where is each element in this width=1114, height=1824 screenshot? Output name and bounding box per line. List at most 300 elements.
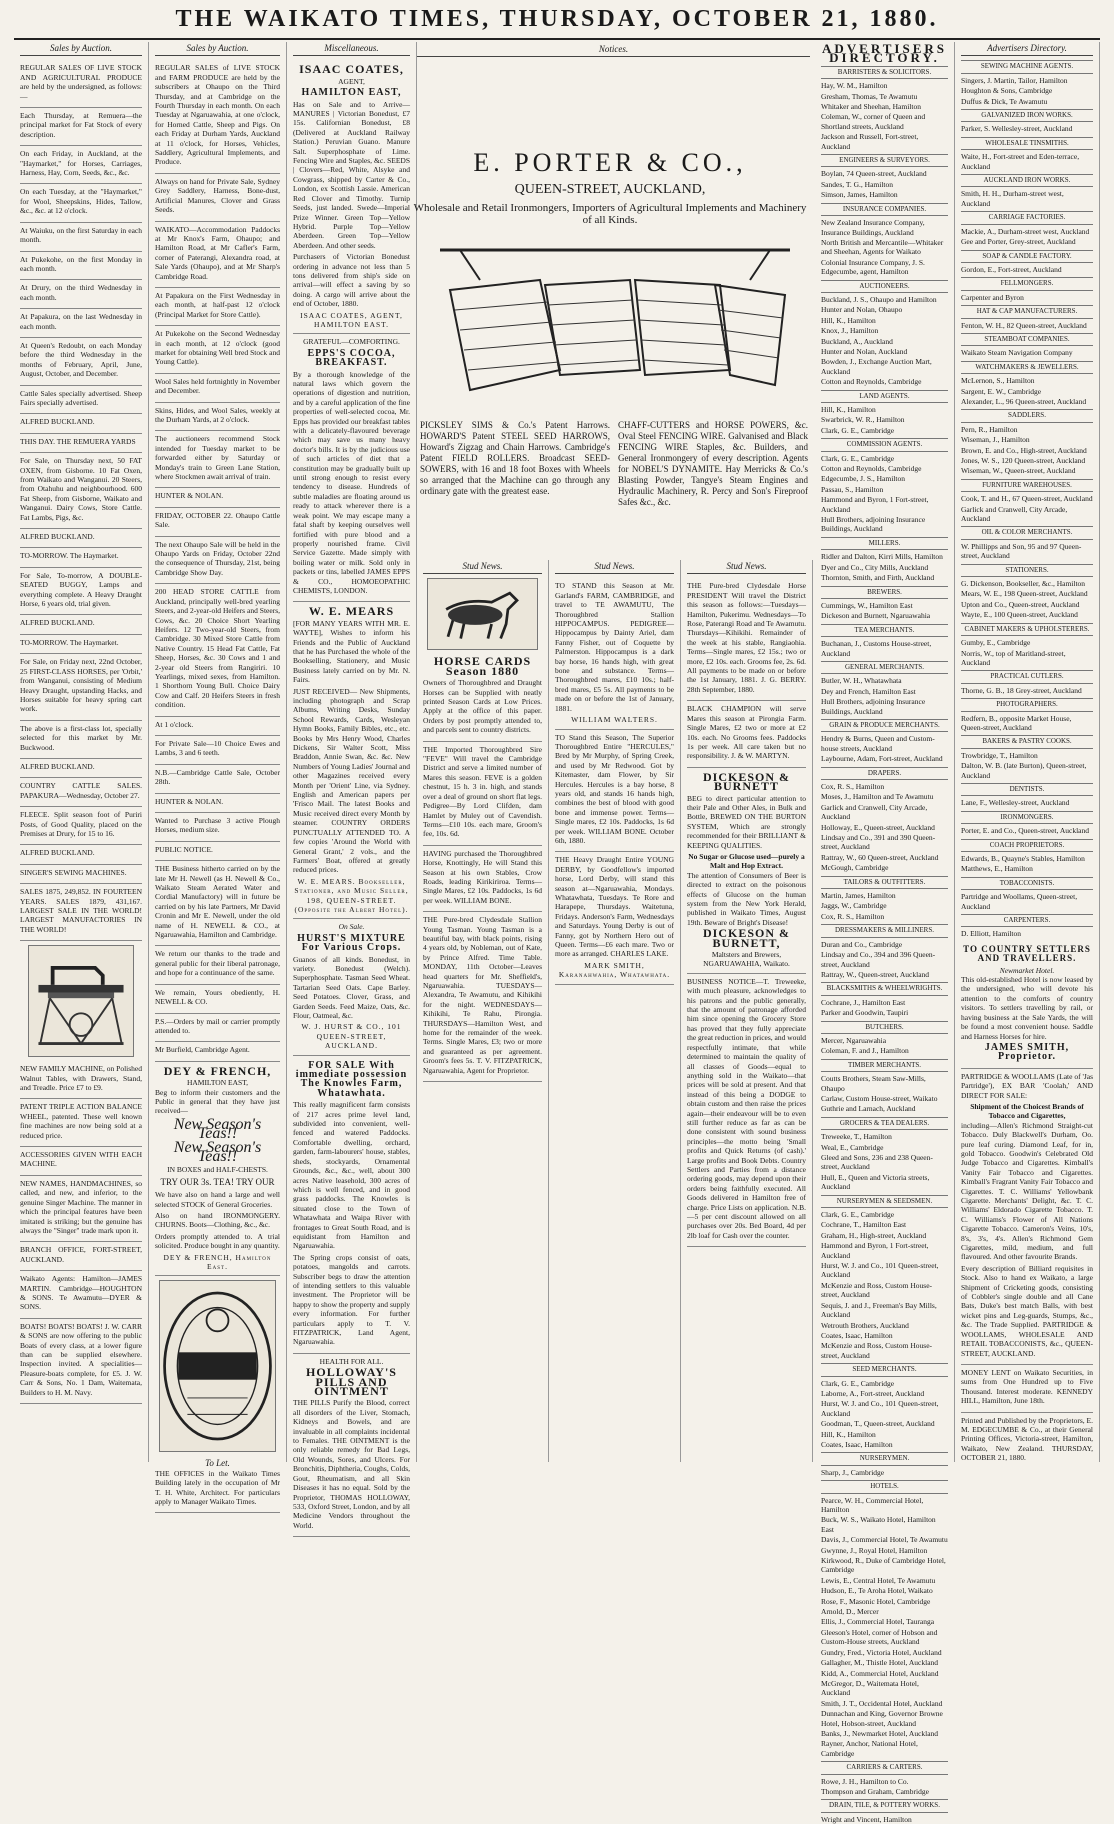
directory-col-1 — [815, 41, 955, 1824]
directory-entry: Gee and Porter, Grey-street, Auckland — [961, 237, 1076, 247]
directory-section-heading: SEWING MACHINE AGENTS. — [961, 60, 1093, 73]
stud-head-1: Stud News. — [423, 562, 542, 574]
auction-notice-text: THE Business hitherto carried on by the late Mr H. Newell (as H. Newell & Co., Waikato Steam Aerated Water and Cordial Manufactory) will in future be carried on by his late Partners, Mr David Cronin and Mr E. Newell, under the old name of H. NEWELL & CO., at Ngaruawahia, Hamilton and Cambridge. — [155, 864, 280, 940]
directory-entry: Fenton, W. H., 82 Queen-street, Auckland — [961, 320, 1087, 330]
singer-notice — [20, 1176, 142, 1242]
directory-section-heading: FELLMONGERS. — [961, 277, 1093, 290]
singer-notice-text: BOATS! BOATS! BOATS! J. W. CARR & SONS are now offering to the public Boats of every class, at a lower figure than can be supplied elsewhere. Inspection invited. A specialities—Pleasure-boats complete, for £5. J. W. Carr & Sons, No. 1 Dam, Waitemata, Builders to H. M. Navy. — [20, 1321, 142, 1397]
auction-notice — [155, 488, 280, 507]
column-2 — [149, 42, 287, 1507]
auction-notice — [155, 717, 280, 736]
directory-entry: Clark, G. E., Cambridge — [821, 1378, 895, 1388]
auction-notice — [155, 765, 280, 794]
harrow-illustration — [430, 230, 800, 410]
directory-entry: Clark, G. E., Cambridge — [821, 453, 895, 463]
auction-notice-text: For Sale, on Thursday next, 50 FAT OXEN, from Gisborne. 10 Fat Oxen, from Waikato and Wanganui. 20 Steers, from Otahuhu and neighbourhood. 600 Fat Sheep, from Gisborne, Waikato and Wanganui. Dairy Cows, Store Cattle. Fat Lambs, Pigs, &c. — [20, 456, 142, 522]
directory-entry: Alexander, L., 96 Queen-street, Auckland — [961, 396, 1087, 406]
auction-notice-text: Wool Sales held fortnightly in November and December. — [155, 376, 280, 396]
directory-entry: Weal, E., Cambridge — [821, 1142, 884, 1152]
auction-notice-text: At Papakura on the First Wednesday in each month, at half-past 12 o'clock (Principal Market for Store Cattle). — [155, 290, 280, 319]
column-1 — [14, 42, 149, 1462]
directory-entry: Lindsay and Co., 391 and 390 Queen-street, Auckland — [821, 833, 936, 852]
auction-notice — [20, 108, 142, 146]
stud-col-1 — [417, 560, 549, 1462]
directory-entry: Gleed and Sons, 236 and 238 Queen-street, Auckland — [821, 1153, 933, 1172]
auction-notice — [20, 529, 142, 548]
directory-entry: Duffus & Dick, Te Awamutu — [961, 96, 1048, 106]
treweeke-ad — [687, 974, 806, 1247]
directory-entry: Gundry, Fred., Victoria Hotel, Auckland — [821, 1647, 942, 1657]
settlers-sub: Newmarket Hotel. — [999, 965, 1055, 975]
directory-entry: Singers, J. Martin, Tailor, Hamilton — [961, 75, 1068, 85]
notices-area — [417, 42, 810, 61]
directory-entry: Porter, E. and Co., Queen-street, Auckland — [961, 826, 1089, 836]
directory-entry: Ellis, J., Commercial Hotel, Tauranga — [821, 1617, 935, 1627]
knowles-text: This really magnificent farm consists of 217 acres prime level land, subdivided into convenient, well-fenced and watered Paddocks. Comfortable dwelling, orchard, garden, farm-labourers' house, stables, sheds, stockyards, Ornamental Grounds, &c., &c., well, about 300 acres Native leasehold, 300 acres of which is well fenced, and in good grass paddocks. The Knowles is situated close to the Town of Whatawhata and Waipa River with frontages to Great South Road, and is equidistant from Hamilton and Ngaruawahia. — [293, 1100, 410, 1251]
directory-entry: Redfern, B., opposite Market House, Queen-street, Auckland — [961, 713, 1072, 732]
directory-entry: Sargent, E. W., Cambridge — [961, 386, 1042, 396]
auction-notice-text: On each Tuesday, at the "Haymarket," for Wool, Sheepskins, Hides, Tallow, &c., &c. at 12 o'clock. — [20, 187, 142, 216]
directory-entry: Hull Brothers, adjoining Insurance Buildings, Auckland — [821, 697, 926, 716]
auction-notice-text: SALES 1875, 249,852. IN FOURTEEN YEARS. SALES 1879, 431,167. LARGEST SALE IN THE WORLD! LARGEST MANUFACTORIES IN THE WORLD! — [20, 887, 142, 934]
smith-sig: JAMES SMITH, Proprietor. — [984, 1041, 1070, 1063]
auction-notice-text: The auctioneers recommend Stock intended for Tuesday market to be forwarded either by Saturday or Monday's train to Green Lane Station, where Stockmen await arrival of train. — [155, 434, 280, 482]
tolet-head: To Let. — [205, 1458, 230, 1469]
directory-section-heading: WATCHMAKERS & JEWELLERS. — [961, 361, 1093, 374]
feve-text: THE Imported Thoroughbred Sire "FEVE" Will travel the Cambridge District and serve a limited number of Mares this season. FEVE is a golden chestnut, 15 h. 3 in. high, and stands over a deal of ground on short flat legs. Pedigree—By Lord Clifden, dam Hamlet by Muley out of Cavendish. Terms—£10 10s. each mare, Groom's fee, 10s. 6d. — [423, 744, 542, 839]
dey-try: TRY OUR 3s. TEA! TRY OUR — [160, 1176, 275, 1187]
coates-agent: AGENT, — [338, 76, 365, 86]
coates-note: Purchasers of Victorian Bonedust ordering in advance not less than 5 tons delivered from ship's side on arrival—will effect a saving by so doing. A cargo will arrive about the end of October, 1880. — [293, 252, 410, 309]
porter-left-list — [420, 420, 610, 497]
tasman-ad — [423, 912, 542, 1082]
directory-section-heading: NURSERYMEN & SEEDSMEN. — [821, 1195, 948, 1208]
singer-notice — [20, 1147, 142, 1176]
coates-name: ISAAC COATES, — [299, 62, 404, 77]
auction-notice-text: Mr Burfield, Cambridge Agent. — [155, 1045, 250, 1055]
directory-entry: Wright and Vincent, Hamilton — [821, 1814, 912, 1824]
auction-notice-text: Cattle Sales specially advertised. Sheep Fairs specially advertised. — [20, 388, 142, 407]
directory-entry: Gresham, Thomas, Te Awamutu — [821, 91, 918, 101]
auction-notice-text: P.S.—Orders by mail or carrier promptly attended to. — [155, 1016, 280, 1035]
auction-notice-text: At Waiuku, on the first Saturday in each month. — [20, 225, 142, 245]
auction-notice-text: For Private Sale—10 Choice Ewes and Lambs, 3 and 6 teeth. — [155, 738, 280, 758]
directory-entry: Brown, E. and Co., High-street, Auckland — [961, 445, 1087, 455]
directory-list-2 — [961, 60, 1093, 938]
directory-entry: Jackson and Russell, Fort-street, Auckland — [821, 132, 919, 151]
hercules-text: TO Stand this Season, The Superior Thoroughbred Entire "HERCULES," Bred by Mr Murphy, of Spring Creek, and used by Mr Redwood. Got by Kitemaster, dam Flower, by Sir Hercules. Hercules is a bay horse, 8 years old, and stands 16 hands high, combines the best of blood with good bone and immense power. Terms—Single mares, £2 10s. Paddocks, 1s 6d per week. WILLIAM BONE. October 6th, 1880. — [555, 732, 674, 845]
auction-notice-text: REGULAR SALES OF LIVE STOCK AND AGRICULTURAL PRODUCE are held by the undersigned, as follows:— — [20, 63, 142, 101]
auction-notice — [20, 548, 142, 567]
directory-entry: Holloway, E., Queen-street, Auckland — [821, 822, 935, 832]
directory-entry: Sequis, J. and J., Freeman's Bay Mills, Auckland — [821, 1300, 937, 1320]
directory-entry: Thompson and Graham, Cambridge — [821, 1786, 929, 1796]
directory-entry: Hudson, E., Te Aroha Hotel, Waikato — [821, 1586, 933, 1596]
directory-entry: Hay, W. M., Hamilton — [821, 81, 888, 91]
directory-entry: Cox, R. S., Hamilton — [821, 911, 885, 921]
directory-entry: Rattray, W., 60 Queen-street, Auckland — [821, 852, 939, 862]
coates-sig: ISAAC COATES, AGENT, HAMILTON EAST. — [300, 310, 403, 329]
porter-right: CHAFF-CUTTERS and HORSE POWERS, &c. Oval Steel FENCING WIRE. Galvanised and Black FENCING WIRE Staples, &c. Builders, and General Ironmongery of every description. Agents for NOBEL'S DYNAMITE. Hay Merricks & Co.'s Blasting Powder, Tangye's Steam Engines and Hydraulic Machinery, R. Percy and Son's Fireproof Safes &c., &c. — [618, 420, 808, 507]
auction-notice — [155, 60, 280, 173]
directory-entry: Partridge and Woollams, Queen-street, Auckland — [961, 892, 1078, 911]
dey-sig: DEY & FRENCH, Hamilton East. — [163, 1252, 272, 1272]
auction-notice-text: The next Ohaupo Sale will be held in the Ohaupo Yards on Friday, October 22nd the consequence of Thursday, 21st, being Cambridge Show Day. — [155, 539, 280, 577]
directory-entry: Parker, S. Wellesley-street, Auckland — [961, 124, 1073, 134]
stud-col-2 — [549, 560, 681, 1462]
directory-entry: Colonial Insurance Company, J. S. Edgecumbe, agent, Hamilton — [821, 257, 925, 277]
column-3 — [287, 42, 417, 1530]
auction-notice — [155, 222, 280, 288]
col1-ads2 — [20, 1061, 142, 1404]
dey-title: DEY & FRENCH, — [163, 1063, 272, 1078]
coates-place: HAMILTON EAST, — [301, 87, 402, 99]
directory-section-heading: TOBACCONISTS. — [961, 877, 1093, 890]
cards-text: Owners of Thoroughbred and Draught Horses can be Supplied with neatly printed Season Cards at Low Prices. Apply at the office of this paper. Orders by post promptly attended to, and parcels sent to country districts. — [423, 678, 542, 735]
porter-left: PICKSLEY SIMS & Co.'s Patent Harrows. HOWARD'S Patent STEEL SEED HARROWS, Howard's Zigzag and Chain Harrows. Cambridge's Patent FIELD ROLLERS. Broadcast SEED-SOWERS, with 16 and 18 foot Boxes with Wheels so arranged that the Machine can go through any ordinary gate with the greatest ease. — [420, 420, 610, 496]
auction-notice-text: We remain, Yours obediently, H. NEWELL & CO. — [155, 987, 280, 1007]
auction-notice-text: HUNTER & NOLAN. — [155, 796, 224, 806]
dickeson-sub: Maltsters and Brewers, NGARUAWAHIA, Waikato. — [703, 950, 790, 969]
mears-text: [FOR MANY YEARS WITH MR. E. WAYTE], Wishes to inform his Friends and the Public of Auckland that he has Purchased the whole of the Bookselling, Stationery, and Music Business lately carried on by Mr. N. Fairs. — [293, 618, 410, 685]
directory-entry: Buckland, J. S., Ohaupo and Hamilton — [821, 294, 937, 304]
col2-ads — [155, 60, 280, 1061]
auction-notice-text: 200 HEAD STORE CATTLE from Auckland, principally well-bred yearling Steers, and 2-year-old Heifers and Steers, Cows, &c. 20 Choice Short Yearling Heifers. 12 Two-year-old Steers, from Cambridge. 30 Mixed Store Cattle from Native Country. 15 Head Fat Cattle, Fat Sheep, Horses, &c. 30 Cows and 1 and 2-year old Steers from Rangiriri. 10 Yearlings, mixed sexes, from Hamilton. 1 Shorthorn Young Bull. Choice Dairy Cow and Calf. 20 Heifers Steers in fresh condition. — [155, 587, 280, 710]
directory-section-heading: BARRISTERS & SOLICITORS. — [821, 66, 948, 79]
directory-section-heading: BAKERS & PASTRY COOKS. — [961, 735, 1093, 748]
directory-entry: Ridler and Dalton, Kirri Mills, Hamilton — [821, 552, 943, 562]
auction-notice — [20, 223, 142, 252]
stud-head-2: Stud News. — [555, 562, 674, 574]
knowles-text-2: The Spring crops consist of oats, potatoes, mangolds and carrots. Subscriber begs to draw the attention of intending settlers to this valuable investment. The Proprietor will be happy to show the property and supply every information. For further particulars apply to T. V. FITZPATRICK, Land Agent, Ngaruawahia. — [293, 1252, 410, 1347]
directory-entry: Cotton and Reynolds, Cambridge — [821, 464, 922, 474]
directory-entry: Bowden, J., Exchange Auction Mart, Auckland — [821, 357, 932, 376]
directory-entry: Goodman, T., Queen-street, Auckland — [821, 1419, 935, 1429]
auction-notice — [20, 568, 142, 616]
directory-entry: Wiseman, W., Queen-street, Auckland — [961, 466, 1076, 476]
auction-notice-text: ALFRED BUCKLAND. — [20, 618, 95, 628]
directory-entry: Hurst, W. J. and Co., 101 Queen-street, Auckland — [821, 1399, 939, 1418]
directory-section-heading: CABINET MAKERS & UPHOLSTERERS. — [961, 623, 1093, 636]
directory-entry: Dunnachan and King, Governor Browne Hotel, Hobson-street, Auckland — [821, 1709, 943, 1728]
directory-entry: Graham, H., High-street, Auckland — [821, 1230, 927, 1240]
directory-entry: Hill, K., Hamilton — [821, 405, 876, 414]
tasman-text: THE Pure-bred Clydesdale Stallion Young Tasman. Young Tasman is a beautiful bay, with black points, rising 4 years old, by Nobleman, out of Kate, by Prince Alfred. Time Table. MONDAY, 11th October—Leaves head quarters for Mr. Sheffield's, Ngaruawahia. TUESDAYS—Alexandra, Te Awamutu, and Kihikihi for the night. WEDNESDAYS—Kihikihi, Te Rahu, Pirongia. THURSDAYS—Hamilton West, and home for the remainder of the week. Terms. Single Mares, £3; two or more and guaranteed as per agreement. Groom's fees 5s. T. V. FITZPATRICK, Ngaruawahia, Agent for Proprietor. — [423, 915, 542, 1075]
directory-entry: Laybourne, Adam, Fort-street, Auckland — [821, 754, 943, 764]
shipment-text: Shipment of the Choicest Brands of Tobacco and Cigarettes, — [970, 1101, 1084, 1121]
directory-entry: Cochrane, T., Hamilton East — [821, 1220, 907, 1230]
directory-entry: Mercer, Ngaruawahia — [821, 1035, 887, 1045]
dey-shout-1: New Season's Teas!! — [173, 1115, 262, 1143]
auction-notice — [155, 842, 280, 861]
auction-notice — [155, 985, 280, 1014]
auction-notice-text: TO-MORROW. The Haymarket. — [20, 551, 119, 561]
auction-notice-text: ALFRED BUCKLAND. — [20, 417, 95, 427]
directory-entry: Kidd, A., Commercial Hotel, Auckland — [821, 1668, 939, 1678]
dey-also: Also on hand IRONMONGERY. CHURNS. Boots—Clothing, &c., &c. — [155, 1211, 280, 1230]
directory-entry: Cochrane, J., Hamilton East — [821, 997, 906, 1007]
directory-entry: Cotton and Reynolds, Cambridge — [821, 377, 922, 387]
directory-section-heading: ENGINEERS & SURVEYORS. — [821, 154, 948, 167]
directory-entry: Whitaker and Sheehan, Hamilton — [821, 102, 921, 112]
dickeson-ad — [687, 768, 806, 974]
holloway-head: HEALTH FOR ALL. — [319, 1356, 384, 1366]
auction-notice-text: REGULAR SALES of LIVE STOCK and FARM PRODUCE are held by the subscribers at Ohaupo on the Third Thursday, and at Cambridge on the Fourth Thursday in each month. On each Tuesday at Ngaruawahia, at one o'clock, for Horned Cattle, Sheep and Pigs. On each Friday at Durham Yards, Auckland at 11 o'clock, for Horses, Vehicles, Saddlery, Agricultural Implements, and Produce. — [155, 63, 280, 167]
directory-entry: Dickeson and Burnett, Ngaruawahia — [821, 611, 931, 621]
stud-head-3: Stud News. — [687, 562, 806, 574]
directory-entry: Parker and Goodwin, Taupiri — [821, 1008, 909, 1018]
directory-entry: W. Phillipps and Son, 95 and 97 Queen-street, Auckland — [961, 541, 1082, 561]
auction-notice — [155, 403, 280, 432]
auction-notice — [155, 861, 280, 946]
directory-section-heading: FURNITURE WAREHOUSES. — [961, 479, 1093, 492]
directory-entry: Houghton & Sons, Cambridge — [961, 86, 1053, 96]
alexander-watch-seal — [159, 1280, 276, 1452]
auction-notice — [155, 174, 280, 222]
directory-section-heading: BUTCHERS. — [821, 1021, 948, 1034]
directory-entry: Arnold, D., Mercer — [821, 1607, 879, 1617]
directory-entry: Gordon, E., Fort-street, Auckland — [961, 264, 1062, 274]
auction-notice — [155, 813, 280, 842]
mears-title: W. E. MEARS — [308, 604, 395, 619]
auction-notice-text: Each Thursday, at Remuera—the principal market for Fat Stock of every description. — [20, 111, 142, 139]
auction-notice — [155, 374, 280, 403]
auction-notice — [155, 1014, 280, 1043]
directory-section-heading: MILLERS. — [821, 537, 948, 550]
mark-sig: MARK SMITH, Karanahwahia, Whatawhata. — [558, 960, 671, 980]
directory-entry: Gumby, E., Cambridge — [961, 638, 1031, 648]
directory-section-heading: DRAPERS. — [821, 767, 948, 780]
directory-section-heading: LAND AGENTS. — [821, 390, 948, 403]
epps-ad — [293, 334, 410, 602]
directory-entry: Clark, G. E., Cambridge — [821, 1210, 895, 1220]
auction-notice — [20, 759, 142, 778]
directory-entry: Hull Brothers, adjoining Insurance Buildings, Auckland — [821, 515, 926, 534]
auction-notice — [20, 386, 142, 415]
directory-entry: Mears, W. E., 198 Queen-street, Auckland — [961, 589, 1088, 599]
auction-notice — [155, 584, 280, 716]
harrow-icon — [430, 230, 800, 410]
auction-notice-text: At Pukekohe, on the first Monday in each month. — [20, 254, 142, 273]
hurst-onsale: On Sale. — [338, 922, 365, 932]
directory-entry: Wayte, E., 100 Queen-street, Auckland — [961, 610, 1078, 620]
directory-entry: Sandes, T. G., Hamilton — [821, 179, 894, 189]
directory-entry: Pearce, W. H., Commercial Hotel, Hamilton — [821, 1495, 924, 1514]
directory-entry: Martin, James, Hamilton — [821, 891, 896, 901]
hippo-text: TO STAND this Season at Mr. Garland's FARM, CAMBRIDGE, and travel to TE AWAMUTU, The Thoroughbred Stallion HIPPOCAMPUS. PEDIGREE—Hippocampus by Dainty Ariel, dam Fanny Fisher, out of Coquette by Palmerston. Hippocampus is a dark bay horse, 16 hands high, with great bone and substance. Terms—Thoroughbred mares, £10 10s.; half-bred mares, £5 5s. All payments to be made on or before the 1st of January, 1881. — [555, 581, 674, 713]
singer-notice-text: NEW NAMES, HANDMACHINES, so called, and new, and inferior, to the genuine Singer Machine. The manner in which the principal features have been imitated is striking; but the genuine has always the "Singer" trade mark upon it. — [20, 1178, 142, 1235]
directory-entry: McGregor, D., Waitemata Hotel, Auckland — [821, 1678, 919, 1698]
auction-notice — [20, 615, 142, 634]
directory-entry: Passau, S., Hamilton — [821, 484, 884, 494]
auction-notice — [20, 721, 142, 759]
auction-notice-text: ALFRED BUCKLAND. — [20, 532, 95, 542]
porter-name: E. PORTER & CO., — [473, 148, 747, 177]
directory-entry: Edwards, B., Quayne's Stables, Hamilton — [961, 854, 1085, 863]
settlers-head: TO COUNTRY SETTLERS AND TRAVELLERS. — [963, 943, 1091, 964]
directory-entry: Coleman, F. and J., Hamilton — [821, 1046, 909, 1056]
singer-notice-text: NEW FAMILY MACHINE, on Polished Walnut Tables, with Drawers, Stand, and Treadle. Price £7 to £9. — [20, 1064, 142, 1093]
auction-notice-text: FLEECE. Split season foot of Puriri Posts, of Good Quality, placed on the Premises at Drury, for 15 to 16. — [20, 810, 142, 838]
directory-list-1 — [821, 66, 948, 1824]
directory-entry: Guthrie and Larnach, Auckland — [821, 1104, 916, 1114]
directory-section-heading: GRAIN & PRODUCE MERCHANTS. — [821, 719, 948, 732]
to-let-ad — [155, 1456, 280, 1513]
singer-notice — [20, 1319, 142, 1404]
directory-entry: Upton and Co., Queen-street, Auckland — [961, 599, 1080, 609]
directory-entry: Norris, W., top of Maritland-street, Auckland — [961, 648, 1066, 667]
auction-notice — [20, 252, 142, 281]
dickeson-sugar: No Sugar or Glucose used—purely a Malt and Hop Extract. — [688, 851, 805, 871]
directory-entry: McLernon, S., Hamilton — [961, 376, 1035, 386]
directory-entry: Trowbridge, T., Hamilton — [961, 750, 1038, 760]
hippocampus-ad — [555, 578, 674, 729]
auction-notice — [155, 508, 280, 537]
directory-entry: G. Dickenson, Bookseller, &c., Hamilton — [961, 579, 1086, 589]
knowles-ad — [293, 1056, 410, 1354]
auction-notice-text: TO-MORROW. The Haymarket. — [20, 637, 119, 647]
col3-head: Miscellaneous. — [293, 44, 410, 56]
auction-notice — [20, 60, 142, 108]
auction-notice-text: On each Friday, in Auckland, at the "Haymarket," for Horses, Carriages, Harness, Hay, Corn, Seeds, &c., &c. — [20, 149, 142, 178]
col1-head: Sales by Auction. — [20, 44, 142, 56]
mears-sig: W. E. MEARS. Bookseller, Stationer, and Music Seller, 198, QUEEN-STREET. (Opposite the Albert Hotel). — [294, 876, 409, 914]
coates-text: Has on Sale and to Arrive— MANURES | Victorian Bonedust, £7 15s. Californian Bonedust, £8 (Delivered at Auckland Railway Station.) Peruvian Guano. Manure Salt. Superphosphate of Lime. Fencing Wire and Staples, &c. SEEDS | Clovers—Red, White, Alsyke and Cowgrass, shipped by Carter & Co., London, ex Scottish Lassie. American Red Clover and Timothy. Turnip Seeds, just landed. Swede—Imperial Prize Winner. Green Top—Yellow Hybrid. Purple Top—Yellow Aberdeen. Green Top—Yellow Aberdeen. And other seeds. — [293, 99, 410, 250]
dey-boxes: IN BOXES and HALF-CHESTS. — [167, 1165, 268, 1175]
directory-section-heading: CARRIERS & CARTERS. — [821, 1761, 948, 1774]
money-text: MONEY LENT on Waikato Securities, in sums from One Hundred up to Five Thousand. Interest moderate. KENNEDY HILL, Hamilton, June 18th. — [961, 1367, 1093, 1406]
directory-section-heading: HOTELS. — [821, 1480, 948, 1493]
directory-entry: Lane, F., Wellesley-street, Auckland — [961, 798, 1070, 808]
directory-section-heading: DENTISTS. — [961, 783, 1093, 796]
auction-notice — [155, 288, 280, 326]
settlers-text: This old-established Hotel is now leased by the undersigned, who will devote his attention to the comforts of country visitors. To settlers travelling by rail, or having business at the Sale Yards, the will be found a most convenient house. Saddle and Harness Horses for hire. — [961, 975, 1093, 1041]
directory-section-heading: AUCTIONEERS. — [821, 280, 948, 293]
auction-notice — [20, 453, 142, 529]
auction-notice — [20, 845, 142, 864]
singer-notice — [20, 1099, 142, 1147]
auction-notice-text: ALFRED BUCKLAND. — [20, 848, 95, 858]
directory-title: ADVERTISERS DIRECTORY. — [821, 41, 947, 66]
derby-ad — [555, 852, 674, 984]
directory-entry: North British and Mercantile—Whitaker and Sheehan, Agents for Waikato — [821, 237, 944, 257]
directory-entry: Clark, G. E., Cambridge — [821, 425, 895, 435]
auction-notice — [155, 946, 280, 984]
auction-notice — [20, 146, 142, 184]
auction-notice-text: For Sale, on Friday next, 22nd October, 25 FIRST-CLASS HORSES, per 'Orbit,' from Wanganui, consisting of Medium Heavy Draught, upstanding Hacks, and Horses suitable for heavy spring cart work. — [20, 657, 142, 714]
feve-ad — [423, 742, 542, 846]
hurst-ad — [293, 919, 410, 1055]
auction-notice — [20, 778, 142, 807]
partridge-ad — [961, 1069, 1093, 1365]
champion-ad — [687, 701, 806, 767]
directory-entry: Hurst, W. J. and Co., 101 Queen-street, Auckland — [821, 1261, 939, 1280]
directory-entry: Pern, R., Hamilton — [961, 424, 1018, 434]
dey-text: Beg to inform their customers and the Public in general that they have just received— — [155, 1087, 280, 1116]
directory-section-heading: TAILORS & OUTFITTERS. — [821, 876, 948, 889]
directory-entry: Thornton, Smith, and Firth, Auckland — [821, 573, 935, 583]
stud-col-3 — [681, 560, 813, 1462]
directory-entry: Rayner, Anchor, National Hotel, Cambridge — [821, 1739, 918, 1758]
directory-section-heading: PHOTOGRAPHERS. — [961, 698, 1093, 711]
treweeke-text: BUSINESS NOTICE—T. Treweeke, with much pleasure, acknowledges to his patrons and the public generally, that the amount of patronage afforded him since opening the Grocery Store has proved that they fully appreciate the great reduction in prices, and would respectfully intimate, that while determined to maintain the quality of all classes of Goods—equal to anything sold in the Waikato—that prices will be sold at present. And that instead of this being a DODGE to obtain custom and then raise the prices again—their endeavour will be to even still further reduce as far as can be done consistent with sound business principles—the motto being 'Small profits and Quick Returns (of cash).' Large profits and Book Debts. Country Settlers and Parties from a distance ordering goods, may depend upon their orders being faithfully executed. All Goods delivered in Hamilton free of charge. Price Lists on application. N.B.—5 per cent discount allowed on all purchases over 20s. Bed Board, 4d per 2lb loaf for Cash over the counter. — [687, 976, 806, 1240]
singer-notice — [20, 1271, 142, 1319]
directory-section-heading: TEA MERCHANTS. — [821, 624, 948, 637]
directory-entry: Hammond and Byron, 1 Fort-street, Auckland — [821, 1241, 929, 1260]
directory-entry: Simson, James, Hamilton — [821, 190, 898, 200]
porter-place: QUEEN-STREET, AUCKLAND, — [514, 182, 706, 197]
directory-section-heading: GROCERS & TEA DEALERS. — [821, 1117, 948, 1130]
directory-entry: Smith, H. H., Durham-street west, Auckland — [961, 189, 1064, 208]
newmarket-hotel-ad — [961, 940, 1093, 1069]
directory-2-title: Advertisers Directory. — [961, 44, 1093, 56]
dickeson-text-2: The attention of Consumers of Beer is directed to extract on the poisonous effects of Glucose on the human system from the New York Herald, published in Waikato Times, August 19th. Beware of Bright's Disease! — [687, 870, 806, 927]
directory-entry: Matthews, E., Hamilton — [961, 864, 1033, 874]
directory-entry: Dey and French, Hamilton East — [821, 686, 916, 696]
president-text: THE Pure-bred Clydesdale Horse PRESIDENT Will travel the District this season as follows:—Tuesdays—Hamilton, Pukerimu. Wednesdays—To Rose, Paterangi Road and Te Awamutu. Thursdays—Kihikihi. Remainder of the week at his stable, Rangiaohia. Terms—Single mares, £2 15s.; two or more, £2 10s. each. Grooms fee, 2s. 6d. All payments to be made on or before the 1st January, 1881. J. G. BERRY. 28th September, 1880. — [687, 581, 806, 694]
horse-cards-ad — [423, 652, 542, 741]
auction-notice — [155, 326, 280, 374]
directory-entry: Carpenter and Byron — [961, 292, 1024, 302]
directory-entry: Knox, J., Hamilton — [821, 326, 879, 336]
directory-section-heading: PRACTICAL CUTLERS. — [961, 670, 1093, 683]
directory-section-heading: BREWERS. — [821, 586, 948, 599]
directory-entry: McKenzie and Ross, Custom House-street, Auckland — [821, 1280, 933, 1300]
knottingly-text: HAVING purchased the Thoroughbred Horse, Knottingly, He will Stand this Season at his own Stables, Crow Roads, leading Kirikiriroa. Terms—Single Mares, £2 10s. Paddocks, 1s 6d per week. WILLIAM BONE. — [423, 848, 542, 905]
directory-entry: Coates, Isaac, Hamilton — [821, 1439, 893, 1449]
col1-ads — [20, 60, 142, 941]
directory-section-heading: TIMBER MERCHANTS. — [821, 1059, 948, 1072]
coates-ad — [293, 60, 410, 334]
knowles-title: FOR SALE With immediate possession The Knowles Farm, Whatawhata. — [295, 1059, 408, 1099]
directory-entry: Swarbrick, W. R., Hamilton — [821, 415, 905, 425]
holloway-text: THE PILLS Purify the Blood, correct all disorders of the Liver, Stomach, Kidneys and Bowels, and are invaluable in all complaints incidental to Females. THE OINTMENT is the only reliable remedy for Bad Legs, Old Wounds, Sores, and Ulcers. For Bronchitis, Diphtheria, Coughs, Colds, Gout, Rheumatism, and all Skin Diseases it has no equal. Sold by the Proprietor, THOMAS HOLLOWAY, 533, Oxford Street, London, and by all Medicine Vendors throughout the World. — [293, 1398, 410, 1530]
directory-entry: Lewis, E., Central Hotel, Te Awamutu — [821, 1575, 936, 1585]
directory-entry: Carlaw, Custom House-street, Waikato — [821, 1093, 938, 1103]
holloway-title: HOLLOWAY'S PILLS AND OINTMENT — [306, 1365, 397, 1399]
auction-notice-text: WAIKATO—Accommodation Paddocks at Mr Knox's Farm, Ohaupo; and Hamilton Road, at Mr Cafler's Farm, corner of Paterangi, Alexandra road, at Sale Yards (Ohaupo), and at Mr Sharp's Cambridge Road. — [155, 224, 280, 281]
directory-entry: Treweeke, T., Hamilton — [821, 1132, 892, 1142]
directory-section-heading: STEAMBOAT COMPANIES. — [961, 333, 1093, 346]
hurst-sig: W. J. HURST & CO., 101 QUEEN-STREET, AUCKLAND. — [301, 1022, 402, 1051]
directory-entry: Buckland, A., Auckland — [821, 336, 893, 346]
dey-shout-2: New Season's Teas!! — [173, 1138, 262, 1165]
directory-section-heading: INSURANCE COMPANIES. — [821, 203, 948, 216]
auction-notice-text: For Sale, To-morrow, A DOUBLE-SEATED BUGGY, Lamps and everything complete. A Heavy Draught Horse, 6 years old, trial given. — [20, 570, 142, 609]
epps-text: By a thorough knowledge of the natural laws which govern the operations of digestion and nutrition, and by a careful application of the fine properties of well-selected cocoa, Mr. Epps has provided our breakfast tables with a delicately-flavoured beverage which may save us many heavy doctor's bills. It is by the judicious use of such articles of diet that a constitution may be gradually built up until strong enough to resist every tendency to disease. Hundreds of subtle maladies are floating around us ready to attack wherever there is a weak point. We may escape many a fatal shaft by keeping ourselves well fortified with pure blood and a properly nourished frame. Civil Service Gazette. Made simply with boiling water or milk. Sold only in packets or tins, labelled JAMES EPPS & CO., HOMOEOPATHIC CHEMISTS, LONDON. — [293, 369, 410, 595]
directory-section-heading: HAT & CAP MANUFACTURERS. — [961, 305, 1093, 318]
dey-place: HAMILTON EAST, — [186, 1078, 249, 1088]
auction-notice — [20, 414, 142, 433]
directory-entry: Davis, J., Commercial Hotel, Te Awamutu — [821, 1535, 948, 1545]
holloway-ad — [293, 1354, 410, 1537]
masthead-rule — [14, 38, 1100, 40]
directory-entry: Gleeson's Hotel, corner of Hobson and Custom-House streets, Auckland — [821, 1627, 938, 1647]
horse-illustration-1 — [427, 578, 538, 650]
porter-ad — [410, 148, 810, 226]
directory-entry: Garlick and Cranwell, City Arcade, Auckland — [961, 504, 1068, 524]
directory-entry: McKenzie and Ross, Custom House-street, Auckland — [821, 1341, 933, 1360]
auction-notice — [20, 309, 142, 338]
auction-notice — [155, 1042, 280, 1061]
col2-head: Sales by Auction. — [155, 44, 280, 56]
auction-notice-text: PUBLIC NOTICE. — [155, 844, 213, 854]
directory-entry: Garlick and Cranwell, City Arcade, Auckland — [821, 802, 928, 822]
directory-section-heading: COACH PROPRIETORS. — [961, 839, 1093, 852]
partridge-text: PARTRIDGE & WOOLLAMS (Late of 'Jas Partridge'), EX BAR 'Coolah,' AND DIRECT FOR SALE: — [961, 1071, 1093, 1100]
directory-section-heading: DRAIN, TILE, & POTTERY WORKS. — [821, 1799, 948, 1812]
auction-notice — [20, 884, 142, 941]
